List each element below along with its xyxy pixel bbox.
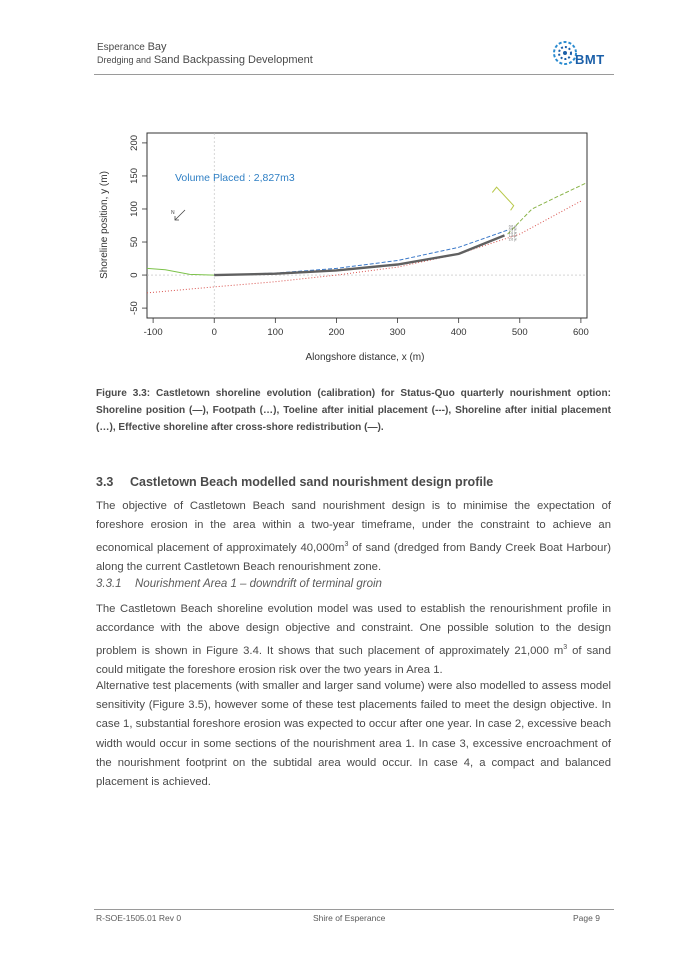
legend-year-label: 1.0 yr (508, 230, 517, 235)
y-tick-label: 0 (129, 272, 140, 278)
footer-report-id: R-SOE-1505.01 Rev 0 (96, 913, 182, 923)
y-tick-label: 200 (129, 134, 140, 151)
x-tick-label: -100 (143, 327, 163, 338)
y-axis-label: Shoreline position, y (m) (99, 171, 110, 279)
x-tick-label: 200 (328, 327, 345, 338)
header-subtitle-part2: Sand Backpassing Development (153, 54, 313, 66)
section-number: 3.3 (96, 475, 114, 489)
header-project-title (97, 41, 167, 53)
series-effective-shoreline-after-cross-shore-redistribution (214, 235, 504, 275)
header-title-part1: Esperance (97, 42, 145, 53)
y-tick-label: -50 (129, 301, 140, 315)
plot-frame (147, 133, 587, 318)
series-shoreline-position (147, 268, 214, 275)
y-tick-label: 50 (129, 236, 140, 248)
x-axis-label: Alongshore distance, x (m) (305, 352, 425, 363)
x-tick-label: 300 (389, 327, 406, 338)
x-tick-label: 400 (450, 327, 467, 338)
section-paragraph (96, 497, 611, 578)
y-tick-label: 150 (129, 168, 140, 184)
figure-caption: Figure 3.3: Castletown shoreline evolution (calibration) for Status-Quo quarterly nourishment option: Shoreline position (—), Footpath (…), Toeline after initial placement (---), Shoreline after initial placement (…), Effective shoreline after cross-shore redistribution (—). (96, 388, 611, 433)
series-shoreline-after-initial-placement (508, 183, 587, 235)
legend-year-label: 0.5 yr (508, 227, 517, 232)
para2-superscript: 3 (563, 644, 568, 652)
north-arrow-icon (175, 210, 185, 220)
para1-superscript: 3 (344, 541, 349, 549)
shoreline-evolution-chart (95, 128, 595, 373)
north-arrow-label: N (171, 210, 175, 216)
legend-year-label: 1.5 yr (508, 234, 517, 239)
y-tick-label: 100 (129, 201, 140, 217)
header-subtitle-part1: Dredging and (97, 55, 152, 65)
x-tick-label: 0 (211, 327, 217, 338)
footer-page-number: Page 9 (573, 913, 600, 923)
legend-year-label: 2.0 yr (508, 237, 517, 242)
x-tick-label: 500 (511, 327, 528, 338)
para1-text-b: of sand (dredged from Bandy Creek Boat Harbour) along the current Castletown Beach renourishment zone. (96, 542, 611, 574)
subsection-paragraph-2: Alternative test placements (with smaller and larger sand volume) were also modelled to assess model sensitivity (Figure 3.5), however some of these test placements failed to meet the design objective. In case 1, substantial foreshore erosion was expected to occur after one year. In case 2, excessive beach width would occur in some sections of the nourishment area 1. In case 3, excessive encroachment of the nourishment footprint on the subtidal area would occur. In case 4, a compact and balanced placement is achieved. (96, 680, 611, 789)
subsection-paragraph-1 (96, 600, 611, 681)
para2-text-b: of sand could mitigate the foreshore erosion risk over the two years in Area 1. (96, 645, 612, 677)
section-title: Castletown Beach modelled sand nourishment design profile (130, 475, 494, 489)
footer-divider (94, 909, 614, 910)
series-groin (492, 187, 513, 210)
para2-text-a: The Castletown Beach shoreline evolution model was used to establish the renourishment profile in accordance with the above design objective and constraint. One possible solution to the design problem is shown in Figure 3.4. It shows that such placement of approximately 21,000 m (96, 603, 611, 658)
bmt-logo-text: BMT (575, 52, 605, 67)
x-tick-label: 600 (572, 327, 589, 338)
subsection-title: Nourishment Area 1 – downdrift of terminal groin (135, 578, 382, 590)
header-divider (94, 74, 614, 75)
subsection-number: 3.3.1 (96, 578, 122, 590)
footer-client: Shire of Esperance (313, 913, 386, 923)
x-tick-label: 100 (267, 327, 284, 338)
para1-text-a: The objective of Castletown Beach sand nourishment design is to minimise the expectation of foreshore erosion in the area within a two-year timeframe, under the constraint to achieve an economical placement of approximately 40,000m (96, 500, 611, 555)
legend-year-label: 0.0 yr (508, 224, 517, 229)
header-project-subtitle (97, 54, 313, 66)
header-title-part2: Bay (147, 41, 167, 53)
series-footpath (147, 201, 581, 293)
volume-annotation: Volume Placed : 2,827m3 (175, 172, 295, 184)
